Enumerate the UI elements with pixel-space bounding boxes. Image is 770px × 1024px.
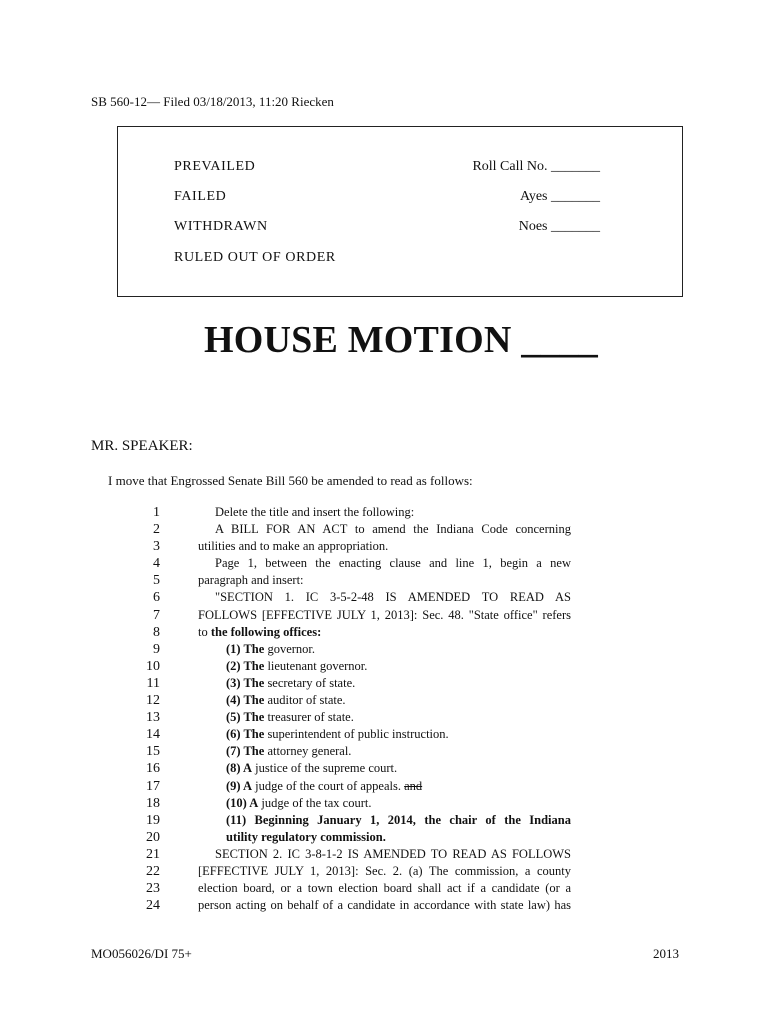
text-line-10 (198, 658, 571, 675)
text-line-4: Page 1, between the enacting clause and line 1, begin a new (215, 556, 571, 571)
text-inserted: (1) The (226, 641, 265, 656)
text-plain: treasurer of state. (264, 710, 354, 725)
line-number: 14 (146, 727, 160, 743)
text-inserted: the following offices: (210, 624, 322, 639)
text-plain: judge of the tax court. (258, 795, 372, 810)
text-inserted: (3) The (226, 675, 265, 690)
line-number: 1 (153, 505, 160, 520)
line-number: 13 (146, 710, 160, 726)
text-line-19 (198, 812, 571, 829)
text-inserted: (11) Beginning January 1, 2014, the chair of the Indiana (226, 812, 571, 827)
text-line-14 (198, 726, 571, 743)
line-number: 23 (146, 881, 160, 897)
status-failed: FAILED (174, 189, 227, 204)
line-number-column (120, 504, 160, 914)
text-plain: justice of the supreme court. (252, 761, 398, 776)
line-number: 18 (146, 795, 160, 811)
text-inserted: (7) The (226, 744, 265, 759)
status-ruled-out-of-order: RULED OUT OF ORDER (174, 250, 336, 265)
line-number: 8 (153, 624, 160, 640)
line-number: 7 (153, 607, 160, 623)
vote-status-box (117, 126, 683, 297)
ayes-count: Ayes _______ (520, 189, 600, 204)
document-id: MO056026/DI 75+ (91, 946, 192, 961)
text-line-23: election board, or a town election board shall act if a candidate (or a (198, 881, 571, 896)
text-line-21: SECTION 2. IC 3-8-1-2 IS AMENDED TO READ AS FOLLOWS (215, 846, 571, 861)
text-line-2: A BILL FOR AN ACT to amend the Indiana Code concerning (215, 522, 571, 537)
line-number: 5 (153, 573, 160, 589)
text-line-13 (198, 709, 571, 726)
text-line-6: "SECTION 1. IC 3-5-2-48 IS AMENDED TO READ AS (215, 590, 571, 605)
text-plain: auditor of state. (264, 693, 346, 708)
text-line-16 (198, 760, 571, 777)
line-number: 11 (146, 675, 160, 691)
text-plain: superintendent of public instruction. (264, 727, 449, 742)
text-line-8 (198, 624, 571, 641)
roll-call-number: Roll Call No. _______ (472, 159, 600, 174)
text-inserted: (4) The (226, 693, 265, 708)
text-line-5: paragraph and insert: (198, 573, 304, 588)
text-inserted: (6) The (226, 727, 265, 742)
text-plain: attorney general. (264, 744, 352, 759)
text-inserted: (8) A (226, 761, 253, 776)
text-line-3: utilities and to make an appropriation. (198, 539, 389, 554)
line-number: 2 (153, 522, 160, 538)
page-title: HOUSE MOTION ____ (204, 319, 598, 361)
status-withdrawn: WITHDRAWN (174, 219, 268, 234)
line-number: 19 (146, 812, 160, 828)
text-inserted: (10) A (226, 795, 259, 810)
text-inserted: (5) The (226, 710, 265, 725)
text-line-17 (198, 778, 571, 795)
document-year: 2013 (653, 946, 679, 961)
text-line-11 (198, 675, 571, 692)
text-line-1: Delete the title and insert the following: (215, 505, 415, 519)
line-number: 22 (146, 863, 160, 879)
motion-intro: I move that Engrossed Senate Bill 560 be amended to read as follows: (108, 473, 473, 488)
line-number: 20 (146, 829, 160, 845)
text-line-9 (198, 641, 571, 658)
status-prevailed: PREVAILED (174, 159, 256, 174)
text-line-20 (198, 829, 571, 846)
line-number: 21 (146, 846, 160, 862)
line-number: 10 (146, 658, 160, 674)
text-plain: to (198, 624, 211, 639)
text-inserted: (2) The (226, 658, 265, 673)
text-inserted: (9) A (226, 778, 253, 793)
text-line-7: FOLLOWS [EFFECTIVE JULY 1, 2013]: Sec. 48. "State office" refers (198, 607, 571, 622)
line-number: 15 (146, 744, 160, 760)
text-plain: governor. (264, 641, 315, 656)
line-number: 17 (146, 778, 160, 794)
text-line-24: person acting on behalf of a candidate in accordance with state law) has (198, 898, 571, 913)
line-number: 24 (146, 898, 160, 914)
filing-line: SB 560-12— Filed 03/18/2013, 11:20 Riecken (91, 94, 334, 109)
line-number: 6 (153, 590, 160, 606)
text-line-15 (198, 743, 571, 760)
text-line-18 (198, 795, 571, 812)
text-line-12 (198, 692, 571, 709)
line-number: 9 (153, 641, 160, 657)
noes-count: Noes _______ (518, 219, 600, 234)
amendment-text (198, 504, 571, 914)
line-number: 16 (146, 761, 160, 777)
text-line-22: [EFFECTIVE JULY 1, 2013]: Sec. 2. (a) The commission, a county (198, 863, 571, 878)
salutation: MR. SPEAKER: (91, 438, 193, 454)
text-plain: judge of the court of appeals. (252, 778, 405, 793)
text-plain: secretary of state. (264, 675, 356, 690)
line-number: 3 (153, 539, 160, 555)
text-inserted: utility regulatory commission. (226, 829, 386, 844)
line-number: 12 (146, 693, 160, 709)
text-plain: lieutenant governor. (264, 658, 368, 673)
line-number: 4 (153, 556, 160, 572)
text-deleted: and (404, 778, 423, 793)
